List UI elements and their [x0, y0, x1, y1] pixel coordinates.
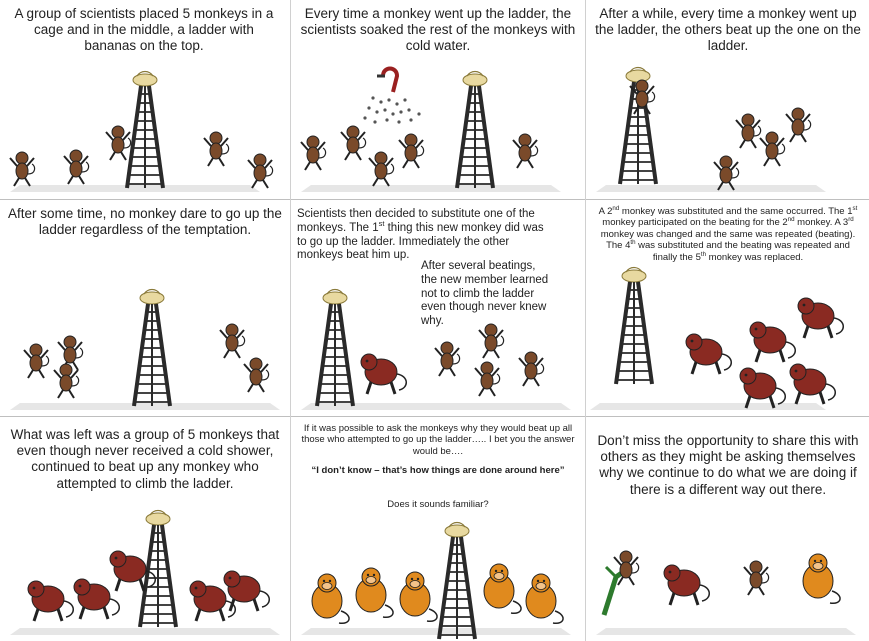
monkey-icon — [714, 156, 739, 190]
red-monkey-icon — [28, 581, 73, 621]
monkey-icon — [744, 561, 769, 595]
panel-3-caption: After a while, every time a monkey went up the ladder, the others beat up the one on the ladder. — [595, 6, 861, 54]
red-monkey-icon — [750, 322, 795, 362]
floor-shadow — [301, 185, 561, 192]
panel-7-caption: What was left was a group of 5 monkeys that even though never received a cold shower, continued to beat up any monkey who attempted to climb the ladder. — [10, 427, 280, 491]
panel-4 — [0, 200, 290, 416]
floor-shadow — [10, 185, 260, 192]
red-monkey-icon — [686, 334, 731, 374]
monkey-icon — [24, 344, 49, 378]
panel-7 — [0, 417, 290, 641]
ladder-with-bananas-icon — [616, 268, 652, 385]
monkey-icon — [244, 358, 269, 392]
monkey-icon — [341, 126, 366, 160]
monkey-icon — [399, 134, 424, 168]
monkey-icon — [786, 108, 811, 142]
red-monkey-icon — [664, 565, 709, 605]
water-hose-icon — [363, 69, 420, 124]
panel-1-illustration — [0, 0, 290, 199]
monkey-icon — [475, 362, 500, 396]
monkey-icon — [220, 324, 245, 358]
monkey-icon — [204, 132, 229, 166]
panel-8-question: Does it sounds familiar? — [387, 499, 489, 510]
panel-2 — [291, 0, 585, 199]
ladder-with-bananas-icon — [127, 72, 163, 189]
red-monkey-icon — [740, 368, 785, 408]
floor-shadow — [301, 403, 571, 410]
monkey-icon — [519, 352, 544, 386]
monkey-icon — [10, 152, 35, 186]
red-monkey-icon — [790, 364, 835, 404]
panel-9-illustration — [586, 417, 869, 641]
panel-5-second-caption: After several beatings, the new member learned not to climb the ladder even though never knew why. — [421, 260, 549, 328]
monkey-icon — [301, 136, 326, 170]
ladder-with-bananas-icon — [317, 290, 353, 407]
monkey-icon — [435, 342, 460, 376]
ladder-with-bananas-icon — [439, 523, 475, 640]
ladder-with-bananas-icon — [134, 290, 170, 407]
panel-6-illustration — [586, 200, 869, 416]
monkey-icon — [248, 154, 273, 188]
orange-monkey-icon — [526, 574, 563, 623]
red-monkey-icon — [361, 354, 406, 394]
floor-shadow — [596, 628, 856, 635]
red-monkey-icon — [224, 571, 269, 611]
panel-2-illustration — [291, 0, 585, 199]
monkey-icon — [760, 132, 785, 166]
monkey-icon — [479, 324, 504, 358]
panel-9-caption: Don’t miss the opportunity to share this with others as they might be asking themselves why we continue to do what we are doing if there is a different way out there. — [597, 433, 859, 497]
panel-1-caption: A group of scientists placed 5 monkeys in a cage and in the middle, a ladder with bananas on the top. — [14, 6, 274, 54]
monkey-icon — [58, 336, 83, 370]
panel-3-illustration — [586, 0, 869, 199]
red-monkey-icon — [74, 579, 119, 619]
floor-shadow — [596, 185, 826, 192]
panel-5 — [291, 200, 585, 416]
panel-8-illustration — [291, 417, 585, 641]
orange-monkey-icon — [803, 554, 840, 603]
panel-8 — [291, 417, 585, 641]
floor-shadow — [10, 628, 280, 635]
monkey-icon — [54, 364, 79, 398]
monkey-icon — [369, 152, 394, 186]
panel-6 — [586, 200, 869, 416]
panel-7-illustration — [0, 417, 290, 641]
panel-8-caption: If it was possible to ask the monkeys why they would beat up all those who attempted to go up the ladder….. I bet you the answer would be…. — [301, 423, 575, 457]
floor-shadow — [590, 403, 826, 410]
orange-monkey-icon — [400, 572, 437, 621]
panel-2-caption: Every time a monkey went up the ladder, the scientists soaked the rest of the monkeys with cold water. — [300, 6, 576, 54]
monkey-icon — [106, 126, 131, 160]
panel-6-caption: A 2nd monkey was substituted and the same occurred. The 1st monkey participated on the beating for the 2nd monkey. A 3rd monkey was changed and the same was repeated (beating). The 4th was substituted and the beating was repeated and finally the 5th monkey was replaced. — [598, 204, 858, 263]
monkey-icon — [513, 134, 538, 168]
panel-3 — [586, 0, 869, 199]
panel-4-illustration — [0, 200, 290, 416]
orange-monkey-icon — [312, 574, 349, 623]
panel-5-caption: Scientists then decided to substitute one of the monkeys. The 1st thing this new monkey did was to go up the ladder. Immediately the other monkeys beat him up. — [297, 208, 544, 262]
monkey-icon — [736, 114, 761, 148]
panel-5-illustration — [291, 200, 585, 416]
panel-8-quote: “I don’t know – that’s how things are done around here” — [311, 465, 565, 476]
panel-9 — [586, 417, 869, 641]
orange-monkey-icon — [356, 568, 393, 617]
monkey-icon — [64, 150, 89, 184]
panel-1 — [0, 0, 290, 199]
floor-shadow — [10, 403, 280, 410]
red-monkey-icon — [798, 298, 843, 338]
ladder-with-bananas-icon — [457, 72, 493, 189]
panel-4-caption: After some time, no monkey dare to go up the ladder regardless of the temptation. — [8, 206, 282, 238]
floor-shadow — [301, 628, 571, 635]
orange-monkey-icon — [484, 564, 521, 613]
